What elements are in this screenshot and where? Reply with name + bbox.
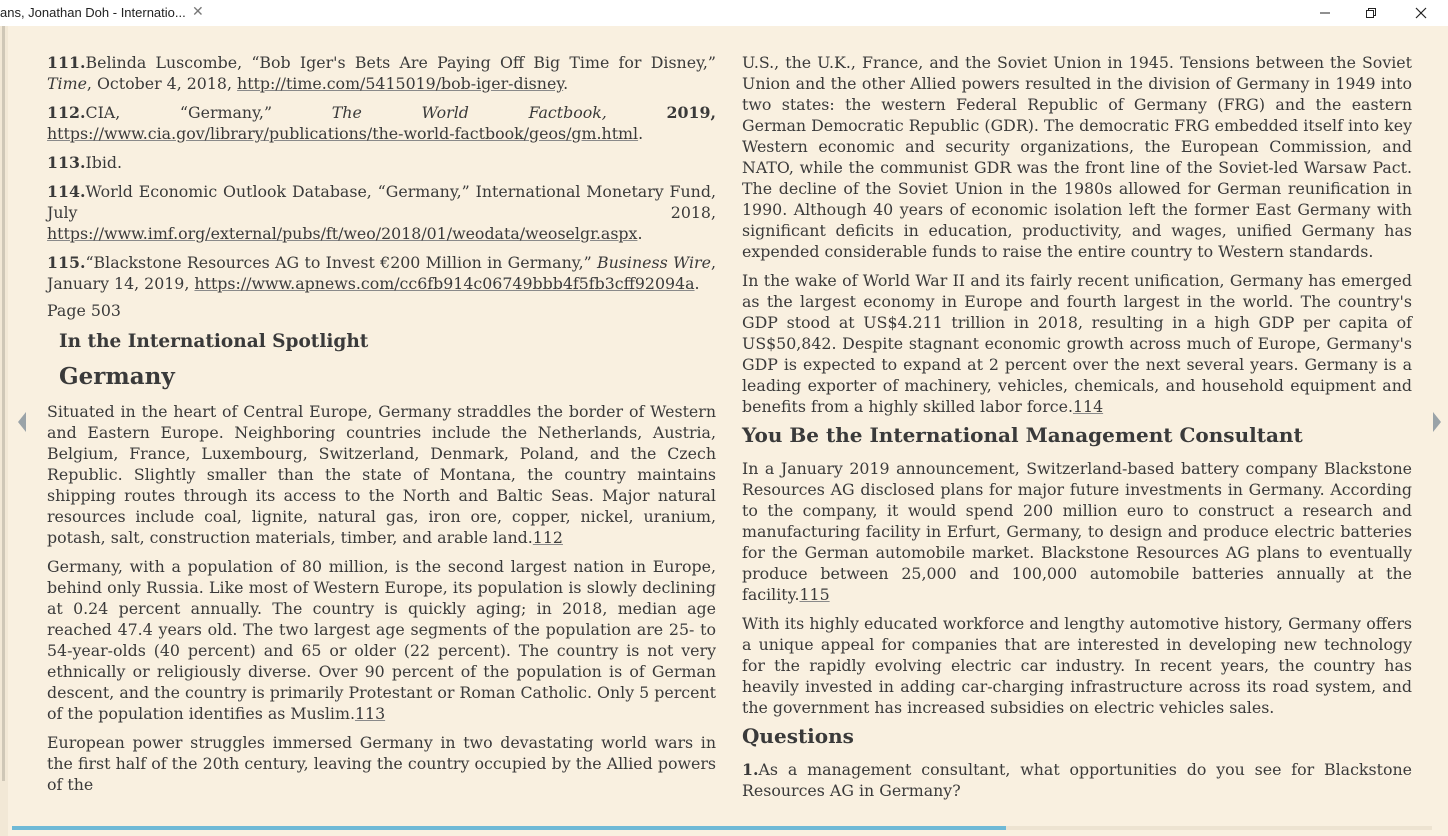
question-text: As a management consultant, what opportunities do you see for Blackstone Resources AG in Germany? bbox=[742, 760, 1412, 800]
next-page-arrow-icon[interactable] bbox=[1433, 412, 1441, 432]
previous-page-arrow-icon[interactable] bbox=[18, 412, 26, 432]
footnote-number: 111. bbox=[47, 53, 86, 72]
paragraph-geography bbox=[47, 401, 716, 548]
paragraph-history bbox=[47, 732, 716, 795]
paragraph-text: In a January 2019 announcement, Switzerland-based battery company Blackstone Resources AG disclosed plans for major future investments in Germany. According to the company, it would spend 200 million euro to construct a research and manufacturing facility in Erfurt, Germany, to design and produce electric batteries for the German automobile market. Blackstone Resources AG plans to eventually produce between 25,000 and 100,000 automobile batteries annually at the facility. bbox=[742, 459, 1412, 604]
footnote-text: Ibid. bbox=[85, 153, 123, 172]
paragraph-text: Situated in the heart of Central Europe, Germany straddles the border of Western and Eastern Europe. Neighboring countries include the Netherlands, Austria, Belgium, France, Luxembourg, Switzerland, Denmark, Poland, and the Czech Republic. Slightly smaller than the state of Montana, the country maintains shipping routes through its access to the North and Baltic Seas. Major natural resources include coal, lignite, natural gas, iron ore, copper, nickel, uranium, potash, salt, construction materials, timber, and arable land. bbox=[47, 402, 716, 547]
footnote-italic: Time bbox=[47, 74, 87, 93]
footnote-number: 112. bbox=[47, 103, 86, 122]
footnote-link[interactable]: https://www.imf.org/external/pubs/ft/weo/2018/01/weodata/weoselgr.aspx bbox=[47, 224, 638, 243]
right-column bbox=[742, 52, 1412, 809]
footnote-end: . bbox=[637, 224, 643, 243]
title-bar bbox=[0, 0, 1448, 26]
footnote-115 bbox=[47, 252, 716, 294]
footnote-italic: The World Factbook, bbox=[331, 103, 607, 122]
page-number: Page 503 bbox=[47, 301, 121, 320]
spotlight-heading: In the International Spotlight bbox=[59, 331, 369, 352]
footnote-ref-112[interactable]: 112 bbox=[532, 528, 563, 547]
reading-progress-fill bbox=[12, 826, 1006, 830]
restore-button[interactable] bbox=[1348, 0, 1394, 26]
footnote-italic: Business Wire bbox=[597, 253, 711, 272]
footnote-link[interactable]: https://www.apnews.com/cc6fb914c06749bbb4f5fb3cff92094a bbox=[194, 274, 695, 293]
footnote-end: . bbox=[694, 274, 700, 293]
restore-icon bbox=[1365, 7, 1377, 19]
country-heading: Germany bbox=[59, 363, 175, 390]
reading-progress-bar[interactable] bbox=[12, 826, 1432, 830]
tab-title[interactable]: ans, Jonathan Doh - Internatio... bbox=[0, 5, 186, 20]
scrollbar-thumb[interactable] bbox=[2, 26, 5, 781]
footnote-text: World Economic Outlook Database, “Germany,” International Monetary Fund, July 2018, bbox=[47, 182, 716, 222]
minimize-button[interactable] bbox=[1302, 0, 1348, 26]
left-scrollbar[interactable] bbox=[0, 26, 8, 836]
close-window-button[interactable] bbox=[1398, 0, 1444, 26]
questions-heading: Questions bbox=[742, 724, 854, 748]
footnote-112 bbox=[47, 102, 716, 144]
paragraph-workforce: With its highly educated workforce and lengthy automotive history, Germany offers a unique appeal for companies that are interested in developing new technology for the rapidly evolving electric car industry. In recent years, the country has heavily invested in adding car-charging infrastructure across its road system, and the government has increased subsidies on electric vehicles sales. bbox=[742, 614, 1412, 717]
paragraph-population bbox=[47, 556, 716, 724]
footnote-text: CIA, “Germany,” bbox=[85, 103, 273, 122]
paragraph-text: European power struggles immersed Germany in two devastating world wars in the first half of the 20th century, leaving the country occupied by the Allied powers of the bbox=[47, 733, 716, 794]
footnote-number: 113. bbox=[47, 153, 86, 172]
paragraph-text: In the wake of World War II and its fairly recent unification, Germany has emerged as the largest economy in Europe and fourth largest in the world. The country's GDP stood at US$4.211 trillion in 2018, resulting in a high GDP per capita of US$50,842. Despite stagnant economic growth across much of Europe, Germany's GDP is expected to expand at 2 percent over the next several years. Germany is a leading exporter of machinery, vehicles, chemicals, and household equipment and benefits from a highly skilled labor force. bbox=[742, 271, 1412, 416]
footnote-ref-115[interactable]: 115 bbox=[799, 585, 830, 604]
footnote-number: 114. bbox=[47, 182, 86, 201]
footnote-113 bbox=[47, 152, 716, 173]
close-tab-icon[interactable]: ✕ bbox=[192, 3, 204, 19]
question-number: 1. bbox=[742, 760, 759, 779]
consultant-heading: You Be the International Management Consultant bbox=[742, 423, 1303, 447]
minimize-icon bbox=[1319, 7, 1331, 19]
footnote-text: “Blackstone Resources AG to Invest €200 Million in Germany,” bbox=[85, 253, 592, 272]
footnote-end: . bbox=[638, 124, 644, 143]
left-column bbox=[47, 52, 716, 803]
footnote-text: , October 4, 2018, bbox=[86, 74, 232, 93]
footnote-ref-114[interactable]: 114 bbox=[1072, 397, 1104, 416]
question-1 bbox=[742, 759, 1412, 801]
footnote-111 bbox=[47, 52, 716, 94]
paragraph-text: Germany, with a population of 80 million, is the second largest nation in Europe, behind only Russia. Like most of Western Europe, its population is slowly declining at 0.24 percent annually. The country is quickly aging; in 2018, median age reached 47.4 years old. The two largest age segments of the population are 25- to 54-year-olds (40 percent) and 65 or older (22 percent). The country is not very ethnically or religiously diverse. Over 90 percent of the population is of German descent, and the country is primarily Protestant or Roman Catholic. Only 5 percent of the population identifies as Muslim. bbox=[47, 557, 716, 723]
footnote-link[interactable]: https://www.cia.gov/library/publications/the-world-factbook/geos/gm.html bbox=[47, 124, 639, 143]
footnote-114 bbox=[47, 181, 716, 244]
footnote-number: 115. bbox=[47, 253, 86, 272]
footnote-text: Belinda Luscombe, “Bob Iger's Bets Are Paying Off Big Time for Disney,” bbox=[85, 53, 716, 72]
footnote-text: , January 14, 2019, bbox=[47, 253, 716, 293]
paragraph-economy bbox=[742, 270, 1412, 417]
paragraph-announcement bbox=[742, 458, 1412, 605]
footnote-text: 2019, bbox=[666, 103, 716, 122]
footnote-end: . bbox=[563, 74, 569, 93]
footnote-link[interactable]: http://time.com/5415019/bob-iger-disney bbox=[237, 74, 564, 93]
paragraph-history-cont: U.S., the U.K., France, and the Soviet Union in 1945. Tensions between the Soviet Union and the other Allied powers resulted in the division of Germany in 1949 into two states: the western Federal Republic of Germany (FRG) and the eastern German Democratic Republic (GDR). The democratic FRG embedded itself into key Western economic and security organizations, the European Commission, and NATO, while the communist GDR was the front line of the Soviet-led Warsaw Pact. The decline of the Soviet Union in the 1980s allowed for German reunification in 1990. Although 40 years of economic isolation left the former East Germany with significant deficits in education, productivity, and wages, unified Germany has expended considerable funds to raise the entire country to Western standards. bbox=[742, 53, 1412, 261]
close-icon bbox=[1415, 7, 1427, 19]
footnote-ref-113[interactable]: 113 bbox=[354, 704, 386, 723]
